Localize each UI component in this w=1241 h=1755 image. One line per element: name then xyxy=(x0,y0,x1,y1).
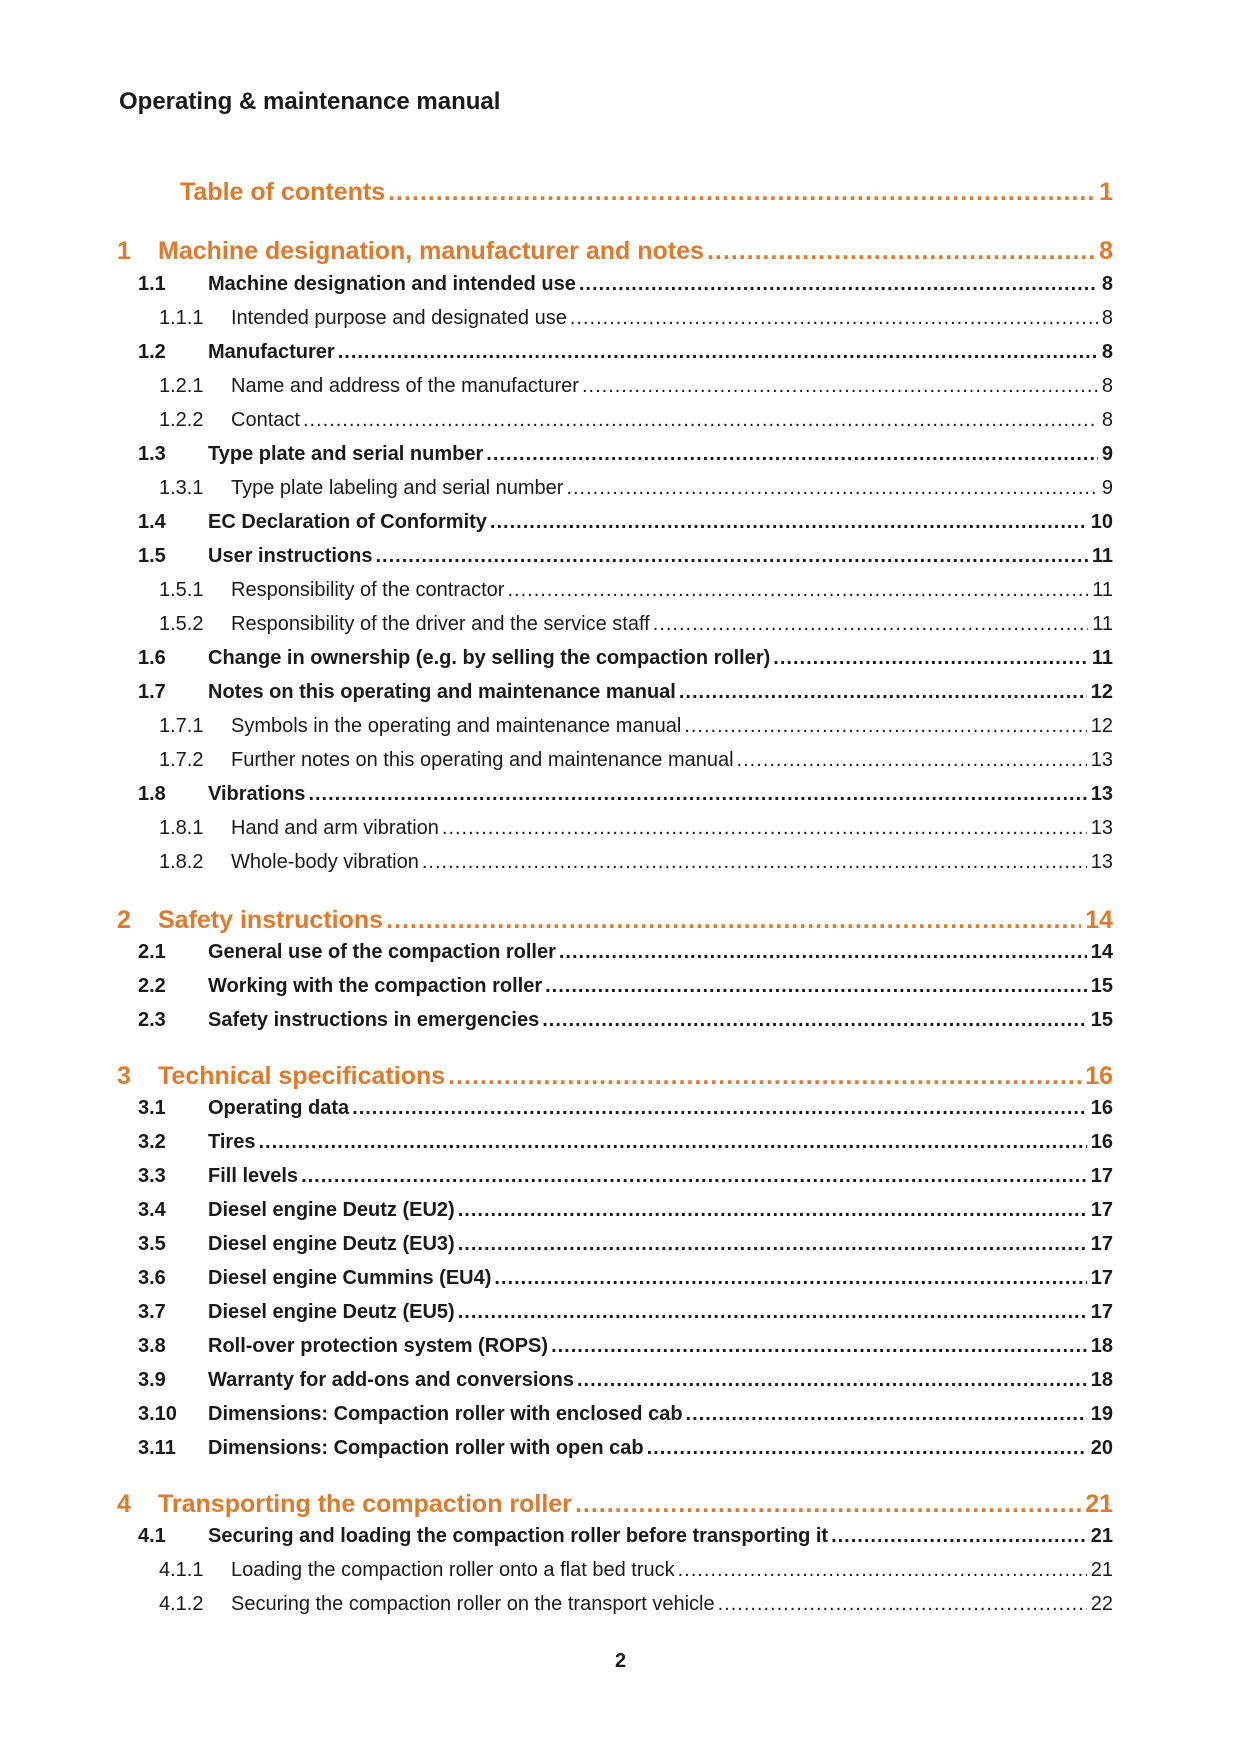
toc-entry[interactable] xyxy=(0,1369,1241,1399)
dot-leader xyxy=(718,1593,1087,1616)
toc-entry[interactable] xyxy=(0,579,1241,609)
toc-entry-page: 17 xyxy=(1090,1301,1113,1323)
toc-entry-number: 3.6 xyxy=(138,1267,166,1289)
toc-entry-number: 3.9 xyxy=(138,1369,166,1391)
dot-leader xyxy=(490,511,1087,534)
toc-entry-title: Dimensions: Compaction roller with enclosed cab xyxy=(208,1403,683,1425)
dot-leader xyxy=(570,307,1098,330)
toc-entry-number: 1.2 xyxy=(138,341,166,363)
toc-entry-title: Responsibility of the contractor xyxy=(231,579,505,601)
toc-entry-page: 20 xyxy=(1090,1437,1113,1459)
toc-entry-number: 1.8 xyxy=(138,783,166,805)
toc-entry[interactable] xyxy=(0,477,1241,507)
toc-entry[interactable] xyxy=(0,1559,1241,1589)
toc-entry-page: 9 xyxy=(1101,477,1113,499)
dot-leader xyxy=(647,1437,1087,1460)
toc-entry-page: 13 xyxy=(1090,851,1113,873)
toc-entry-number: 1.2.1 xyxy=(159,375,204,397)
dot-leader xyxy=(566,477,1097,500)
toc-entry-number: 4 xyxy=(117,1490,131,1518)
toc-entry-title: Securing the compaction roller on the transport vehicle xyxy=(231,1593,715,1615)
toc-entry-number: 2.1 xyxy=(138,941,166,963)
toc-entry-page: 21 xyxy=(1090,1559,1113,1581)
toc-entry-title: Working with the compaction roller xyxy=(208,975,543,997)
toc-entry-title: Manufacturer xyxy=(208,341,335,363)
dot-leader xyxy=(375,545,1087,568)
toc-entry[interactable] xyxy=(0,1062,1241,1096)
page-number: 2 xyxy=(614,1650,627,1672)
toc-entry-number: 3.1 xyxy=(138,1097,166,1119)
toc-entry[interactable] xyxy=(0,1525,1241,1555)
toc-entry-title: Type plate labeling and serial number xyxy=(231,477,564,499)
toc-entry[interactable] xyxy=(0,647,1241,677)
toc-entry-title: Roll-over protection system (ROPS) xyxy=(208,1335,549,1357)
toc-entry-page: 14 xyxy=(1085,906,1113,934)
toc-entry-number: 1.5.2 xyxy=(159,613,204,635)
dot-leader xyxy=(686,1403,1087,1426)
dot-leader xyxy=(773,647,1088,670)
toc-entry-page: 8 xyxy=(1101,375,1113,397)
toc-entry[interactable] xyxy=(0,341,1241,371)
toc-entry[interactable] xyxy=(0,1267,1241,1297)
toc-entry-number: 1.3 xyxy=(138,443,166,465)
dot-leader xyxy=(301,1165,1087,1188)
toc-entry-title: Fill levels xyxy=(208,1165,299,1187)
toc-entry-page: 17 xyxy=(1090,1165,1113,1187)
toc-entry-number: 1 xyxy=(117,237,131,265)
toc-entry-page: 17 xyxy=(1090,1233,1113,1255)
toc-entry-title: Further notes on this operating and maintenance manual xyxy=(231,749,734,771)
toc-entry-page: 19 xyxy=(1090,1403,1113,1425)
toc-entry-title: Diesel engine Deutz (EU5) xyxy=(208,1301,455,1323)
toc-entry[interactable] xyxy=(0,545,1241,575)
toc-entry-number: 3.11 xyxy=(138,1437,176,1459)
dot-leader xyxy=(458,1199,1087,1222)
toc-entry-title: Responsibility of the driver and the service staff xyxy=(231,613,650,635)
toc-entry-number: 1.2.2 xyxy=(159,409,204,431)
toc-entry[interactable] xyxy=(0,1165,1241,1195)
toc-entry[interactable] xyxy=(0,1097,1241,1127)
toc-entry[interactable] xyxy=(0,817,1241,847)
toc-entry-page: 15 xyxy=(1090,975,1113,997)
toc-entry-number: 4.1.1 xyxy=(159,1559,204,1581)
toc-entry[interactable] xyxy=(0,941,1241,971)
dot-leader xyxy=(678,1559,1087,1582)
dot-leader xyxy=(352,1097,1087,1120)
toc-entry-page: 12 xyxy=(1090,681,1113,703)
dot-leader xyxy=(388,178,1095,207)
dot-leader xyxy=(494,1267,1086,1290)
toc-entry-number: 1.5.1 xyxy=(159,579,204,601)
toc-entry-number: 1.4 xyxy=(138,511,166,533)
toc-entry-page: 21 xyxy=(1085,1490,1113,1518)
toc-entry-number: 1.7.1 xyxy=(159,715,204,737)
toc-entry-title: Dimensions: Compaction roller with open cab xyxy=(208,1437,644,1459)
toc-entry[interactable] xyxy=(0,409,1241,439)
toc-entry-page: 18 xyxy=(1090,1369,1113,1391)
toc-entry[interactable] xyxy=(0,1009,1241,1039)
toc-entry[interactable] xyxy=(0,1593,1241,1623)
toc-entry[interactable] xyxy=(0,975,1241,1005)
toc-entry[interactable] xyxy=(0,375,1241,405)
toc-entry[interactable] xyxy=(0,613,1241,643)
toc-entry-number: 3.3 xyxy=(138,1165,166,1187)
toc-entry-number: 1.1.1 xyxy=(159,307,204,329)
dot-leader xyxy=(386,906,1081,935)
toc-entry-title: Whole-body vibration xyxy=(231,851,419,873)
toc-entry[interactable] xyxy=(0,1335,1241,1365)
toc-entry-page: 11 xyxy=(1092,613,1113,635)
toc-entry-number: 1.1 xyxy=(138,273,166,295)
toc-entry-title: Type plate and serial number xyxy=(208,443,484,465)
toc-entry[interactable] xyxy=(0,273,1241,303)
toc-entry[interactable] xyxy=(0,1233,1241,1263)
toc-entry-number: 4.1 xyxy=(138,1525,166,1547)
toc-entry-page: 13 xyxy=(1090,817,1113,839)
dot-leader xyxy=(448,1062,1081,1091)
toc-entry-page: 17 xyxy=(1090,1267,1113,1289)
toc-entry-title: General use of the compaction roller xyxy=(208,941,556,963)
toc-entry-title: Machine designation and intended use xyxy=(208,273,576,295)
dot-leader xyxy=(338,341,1098,364)
toc-entry-page: 22 xyxy=(1090,1593,1113,1615)
toc-entry-title: Securing and loading the compaction roller before transporting it xyxy=(208,1525,829,1547)
dot-leader xyxy=(458,1233,1087,1256)
toc-entry-number: 4.1.2 xyxy=(159,1593,204,1615)
toc-entry[interactable] xyxy=(0,511,1241,541)
dot-leader xyxy=(258,1131,1086,1154)
toc-entry-number: 3 xyxy=(117,1062,131,1090)
toc-entry-page: 11 xyxy=(1091,647,1113,669)
toc-entry[interactable] xyxy=(0,715,1241,745)
toc-entry-title: Warranty for add-ons and conversions xyxy=(208,1369,574,1391)
toc-entry-title: Diesel engine Cummins (EU4) xyxy=(208,1267,492,1289)
toc-entry-title: Diesel engine Deutz (EU2) xyxy=(208,1199,455,1221)
toc-entry-number: 1.7.2 xyxy=(159,749,204,771)
toc-entry-number: 3.7 xyxy=(138,1301,166,1323)
dot-leader xyxy=(308,783,1086,806)
toc-entry-title: Vibrations xyxy=(208,783,306,805)
toc-entry[interactable] xyxy=(0,851,1241,881)
toc-entry[interactable] xyxy=(0,1437,1241,1467)
toc-entry-page: 14 xyxy=(1090,941,1113,963)
toc-entry[interactable] xyxy=(0,1199,1241,1229)
dot-leader xyxy=(582,375,1098,398)
toc-entry-title: Intended purpose and designated use xyxy=(231,307,567,329)
toc-entry[interactable] xyxy=(0,749,1241,779)
toc-entry-number: 1.5 xyxy=(138,545,166,567)
toc-entry-page: 12 xyxy=(1090,715,1113,737)
toc-entry-title: Transporting the compaction roller xyxy=(158,1490,572,1518)
dot-leader xyxy=(542,1009,1087,1032)
dot-leader xyxy=(486,443,1098,466)
toc-entry-number: 3.5 xyxy=(138,1233,166,1255)
toc-entry[interactable] xyxy=(0,681,1241,711)
toc-entry-title: Loading the compaction roller onto a flat bed truck xyxy=(231,1559,675,1581)
toc-entry-title: Symbols in the operating and maintenance manual xyxy=(231,715,682,737)
toc-entry-title: Hand and arm vibration xyxy=(231,817,439,839)
toc-entry-page: 8 xyxy=(1101,273,1113,295)
toc-entry[interactable] xyxy=(0,178,1241,212)
toc-entry-title: Contact xyxy=(231,409,300,431)
toc-entry-page: 17 xyxy=(1090,1199,1113,1221)
dot-leader xyxy=(831,1525,1087,1548)
toc-entry-title: Table of contents xyxy=(180,178,386,206)
toc-entry-number: 2.3 xyxy=(138,1009,166,1031)
toc-entry-page: 13 xyxy=(1090,783,1113,805)
dot-leader xyxy=(684,715,1086,738)
dot-leader xyxy=(507,579,1088,602)
toc-entry-title: Tires xyxy=(208,1131,256,1153)
toc-entry-number: 1.8.2 xyxy=(159,851,204,873)
dot-leader xyxy=(422,851,1087,874)
toc-entry-number: 1.8.1 xyxy=(159,817,204,839)
toc-entry-title: Name and address of the manufacturer xyxy=(231,375,579,397)
toc-entry-page: 21 xyxy=(1090,1525,1113,1547)
dot-leader xyxy=(737,749,1087,772)
dot-leader xyxy=(575,1490,1081,1519)
toc-entry-title: Machine designation, manufacturer and notes xyxy=(158,237,704,265)
dot-leader xyxy=(551,1335,1087,1358)
toc-entry-page: 16 xyxy=(1090,1097,1113,1119)
toc-entry-page: 16 xyxy=(1090,1131,1113,1153)
toc-entry-title: Safety instructions xyxy=(158,906,384,934)
toc-entry-page: 9 xyxy=(1101,443,1113,465)
toc-entry[interactable] xyxy=(0,307,1241,337)
toc-entry[interactable] xyxy=(0,783,1241,813)
toc-entry-title: Operating data xyxy=(208,1097,350,1119)
toc-entry-page: 11 xyxy=(1091,545,1113,567)
toc-entry-title: Change in ownership (e.g. by selling the compaction roller) xyxy=(208,647,771,669)
toc-entry[interactable] xyxy=(0,443,1241,473)
toc-entry-number: 2.2 xyxy=(138,975,166,997)
toc-entry-title: Safety instructions in emergencies xyxy=(208,1009,540,1031)
toc-entry-page: 10 xyxy=(1090,511,1113,533)
toc-entry-title: User instructions xyxy=(208,545,373,567)
toc-entry-page: 16 xyxy=(1085,1062,1113,1090)
toc-entry-title: Diesel engine Deutz (EU3) xyxy=(208,1233,455,1255)
toc-entry-number: 1.6 xyxy=(138,647,166,669)
toc-entry[interactable] xyxy=(0,1131,1241,1161)
toc-entry-number: 3.2 xyxy=(138,1131,166,1153)
toc-entry-page: 8 xyxy=(1101,409,1113,431)
dot-leader xyxy=(679,681,1087,704)
dot-leader xyxy=(458,1301,1087,1324)
toc-entry-page: 8 xyxy=(1101,341,1113,363)
dot-leader xyxy=(707,237,1095,266)
document-title: Operating & maintenance manual xyxy=(119,88,501,115)
toc-entry-page: 15 xyxy=(1090,1009,1113,1031)
dot-leader xyxy=(653,613,1089,636)
toc-entry[interactable] xyxy=(0,237,1241,271)
toc-entry-number: 2 xyxy=(117,906,131,934)
toc-entry[interactable] xyxy=(0,1301,1241,1331)
dot-leader xyxy=(579,273,1098,296)
toc-entry-page: 11 xyxy=(1092,579,1113,601)
toc-entry-number: 3.10 xyxy=(138,1403,177,1425)
toc-entry-title: Notes on this operating and maintenance manual xyxy=(208,681,676,703)
toc-entry-number: 1.7 xyxy=(138,681,166,703)
toc-entry[interactable] xyxy=(0,1490,1241,1524)
toc-entry-page: 18 xyxy=(1090,1335,1113,1357)
toc-entry-number: 1.3.1 xyxy=(159,477,204,499)
toc-entry[interactable] xyxy=(0,906,1241,940)
dot-leader xyxy=(303,409,1098,432)
toc-entry[interactable] xyxy=(0,1403,1241,1433)
dot-leader xyxy=(442,817,1087,840)
toc-entry-page: 8 xyxy=(1099,237,1113,265)
toc-entry-title: Technical specifications xyxy=(158,1062,446,1090)
dot-leader xyxy=(545,975,1087,998)
toc-entry-number: 3.8 xyxy=(138,1335,166,1357)
toc-entry-page: 8 xyxy=(1101,307,1113,329)
toc-entry-page: 1 xyxy=(1099,178,1113,206)
toc-entry-page: 13 xyxy=(1090,749,1113,771)
toc-entry-number: 3.4 xyxy=(138,1199,166,1221)
dot-leader xyxy=(577,1369,1087,1392)
dot-leader xyxy=(559,941,1087,964)
toc-entry-title: EC Declaration of Conformity xyxy=(208,511,487,533)
